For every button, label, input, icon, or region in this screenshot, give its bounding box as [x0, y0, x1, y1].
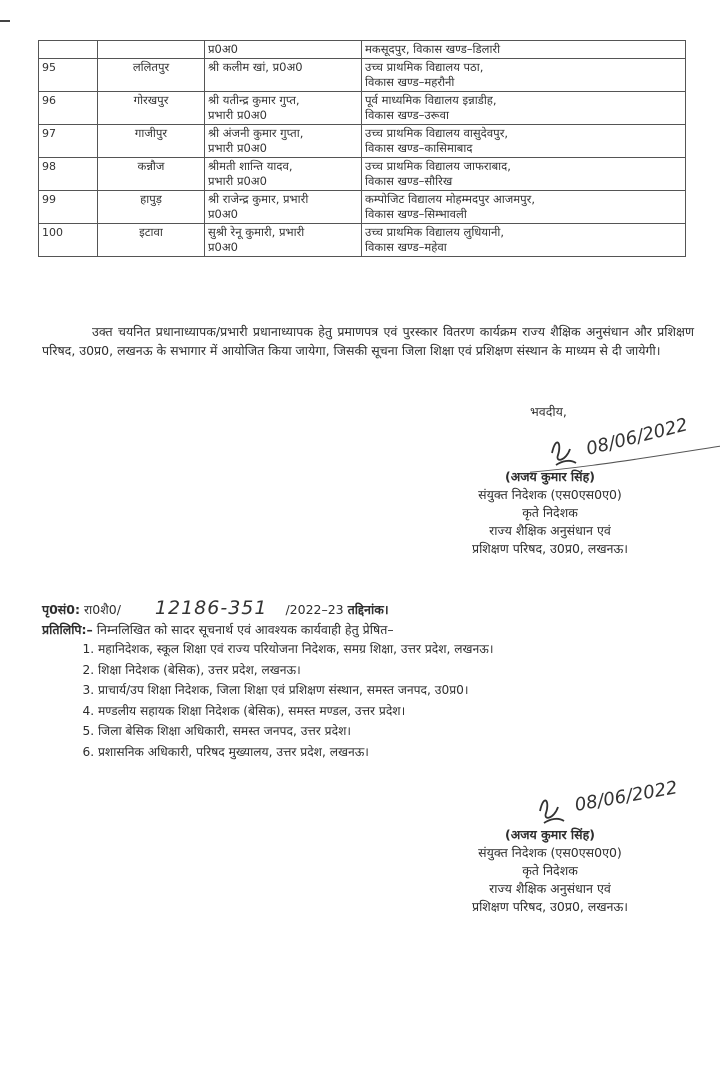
name-cell: [205, 41, 362, 59]
table-row: [39, 59, 686, 92]
signatory-line: राज्य शैक्षिक अनुसंधान एवं: [489, 523, 611, 538]
district-cell: हापुड़: [98, 191, 205, 224]
table-row: [39, 224, 686, 257]
page-edge-mark: [0, 20, 10, 22]
reference-number: 12186-351: [154, 597, 268, 619]
copy-recipient-item: 2. शिक्षा निदेशक (बेसिक), उत्तर प्रदेश, लखनऊ।: [98, 660, 718, 681]
serial-number-cell: [39, 41, 98, 59]
awardee-table: [38, 40, 686, 257]
name-cell: [205, 59, 362, 92]
serial-number-cell: 97: [39, 125, 98, 158]
signatory-line: कृते निदेशक: [522, 505, 578, 520]
copy-intro: निम्नलिखित को सादर सूचनार्थ एवं आवश्यक कार्यवाही हेतु प्रेषित–: [96, 622, 394, 637]
event-paragraph: [42, 322, 694, 360]
name-cell: [205, 125, 362, 158]
school-line: उच्च प्राथमिक विद्यालय जाफराबाद,: [365, 159, 511, 173]
serial-number-cell: 99: [39, 191, 98, 224]
signature-1-stroke: [552, 442, 576, 465]
copy-recipient-item: 5. जिला बेसिक शिक्षा अधिकारी, समस्त जनपद, उत्तर प्रदेश।: [98, 721, 718, 742]
school-cell: [362, 92, 686, 125]
signature-2-stroke: [540, 800, 564, 823]
signatory-line: कृते निदेशक: [522, 863, 578, 878]
name-line: श्रीमती शान्ति यादव,: [208, 159, 293, 173]
signature-block-1: [440, 468, 660, 558]
school-cell: [362, 59, 686, 92]
school-line: मकसूदपुर, विकास खण्ड–डिलारी: [365, 42, 501, 56]
name-cell: [205, 224, 362, 257]
name-line: श्री अंजनी कुमार गुप्ता,: [208, 126, 304, 140]
event-paragraph-text: उक्त चयनित प्रधानाध्यापक/प्रभारी प्रधानाध्यापक हेतु प्रमाणपत्र एवं पुरस्कार वितरण कार्यक्रम राज्य शैक्षिक अनुसंधान और प्रशिक्षण परिषद, उ0प्र0, लखनऊ के सभागार में आयोजित किया जायेगा, जिसकी सूचना जिला शिक्षा एवं प्रशिक्षण संस्थान के माध्यम से दी जायेगी।: [42, 324, 694, 358]
name-cell: [205, 92, 362, 125]
name-cell: [205, 191, 362, 224]
district-cell: कन्नौज: [98, 158, 205, 191]
name-line: श्री राजेन्द्र कुमार, प्रभारी: [208, 192, 309, 206]
school-line: कम्पोजिट विद्यालय मोहम्मदपुर आजमपुर,: [365, 192, 536, 206]
serial-number-cell: 100: [39, 224, 98, 257]
name-cell: [205, 158, 362, 191]
school-cell: [362, 41, 686, 59]
school-line: विकास खण्ड–सौरिख: [365, 174, 453, 188]
name-line: श्री कलीम खां, प्र0अ0: [208, 60, 303, 74]
school-cell: [362, 125, 686, 158]
reference-year: /2022–23: [285, 602, 344, 617]
signatory-line: राज्य शैक्षिक अनुसंधान एवं: [489, 881, 611, 896]
school-line: उच्च प्राथमिक विद्यालय पठा,: [365, 60, 484, 74]
name-line: प्र0अ0: [208, 240, 238, 254]
signature-2-scrawl: [530, 765, 720, 835]
name-line: प्रभारी प्र0अ0: [208, 108, 267, 122]
copy-recipient-item: 4. मण्डलीय सहायक शिक्षा निदेशक (बेसिक), समस्त मण्डल, उत्तर प्रदेश।: [98, 701, 718, 722]
school-line: पूर्व माध्यमिक विद्यालय इन्नाडीह,: [365, 93, 497, 107]
reference-date: तद्दिनांक।: [347, 602, 389, 617]
copy-label: प्रतिलिपि:–: [42, 622, 93, 637]
district-cell: इटावा: [98, 224, 205, 257]
reference-code: रा0शै0/: [83, 602, 121, 617]
signatory-line: प्रशिक्षण परिषद, उ0प्र0, लखनऊ।: [471, 541, 629, 556]
district-cell: ललितपुर: [98, 59, 205, 92]
name-line: श्री यतीन्द्र कुमार गुप्त,: [208, 93, 300, 107]
copy-heading: [42, 621, 394, 638]
school-line: उच्च प्राथमिक विद्यालय वासुदेवपुर,: [365, 126, 509, 140]
signatory-line: संयुक्त निदेशक (एस0एस0ए0): [478, 487, 622, 502]
signature-2-date: 08/06/2022: [573, 777, 680, 816]
copy-recipient-item: 3. प्राचार्य/उप शिक्षा निदेशक, जिला शिक्षा एवं प्रशिक्षण संस्थान, समस्त जनपद, उ0प्र0।: [98, 680, 718, 701]
school-line: विकास खण्ड–कासिमाबाद: [365, 141, 473, 155]
school-line: विकास खण्ड–महरौनी: [365, 75, 455, 89]
table-row: [39, 41, 686, 59]
signatory-line: संयुक्त निदेशक (एस0एस0ए0): [478, 845, 622, 860]
school-cell: [362, 224, 686, 257]
table-row: [39, 158, 686, 191]
name-line: प्रभारी प्र0अ0: [208, 141, 267, 155]
district-cell: गाजीपुर: [98, 125, 205, 158]
reference-prefix: पृ0सं0:: [42, 602, 80, 617]
name-line: प्र0अ0: [208, 207, 238, 221]
district-cell: [98, 41, 205, 59]
district-cell: गोरखपुर: [98, 92, 205, 125]
table-row: [39, 125, 686, 158]
name-line: प्रभारी प्र0अ0: [208, 174, 267, 188]
signature-block-2: [435, 826, 665, 916]
table-row: [39, 191, 686, 224]
copy-recipient-item: 6. प्रशासनिक अधिकारी, परिषद मुख्यालय, उत्तर प्रदेश, लखनऊ।: [98, 742, 718, 763]
signatory-line: प्रशिक्षण परिषद, उ0प्र0, लखनऊ।: [471, 899, 629, 914]
table-row: [39, 92, 686, 125]
signature-1-date: 08/06/2022: [584, 414, 690, 460]
serial-number-cell: 98: [39, 158, 98, 191]
reference-line: [42, 597, 692, 619]
school-line: विकास खण्ड–उरूवा: [365, 108, 449, 122]
school-cell: [362, 191, 686, 224]
signatory-name-2: (अजय कुमार सिंह): [505, 827, 595, 842]
name-line: प्र0अ0: [208, 42, 238, 56]
copy-recipients-list: [78, 639, 718, 762]
closing-salutation: भवदीय,: [530, 404, 567, 419]
school-cell: [362, 158, 686, 191]
name-line: सुश्री रेनू कुमारी, प्रभारी: [208, 225, 305, 239]
school-line: विकास खण्ड–सिम्भावली: [365, 207, 467, 221]
serial-number-cell: 96: [39, 92, 98, 125]
signatory-name-1: (अजय कुमार सिंह): [505, 469, 595, 484]
school-line: उच्च प्राथमिक विद्यालय लुधियानी,: [365, 225, 505, 239]
serial-number-cell: 95: [39, 59, 98, 92]
signature-1-scrawl: [530, 405, 720, 477]
copy-recipient-item: 1. महानिदेशक, स्कूल शिक्षा एवं राज्य परियोजना निदेशक, समग्र शिक्षा, उत्तर प्रदेश, लखनऊ।: [98, 639, 718, 660]
school-line: विकास खण्ड–महेवा: [365, 240, 447, 254]
